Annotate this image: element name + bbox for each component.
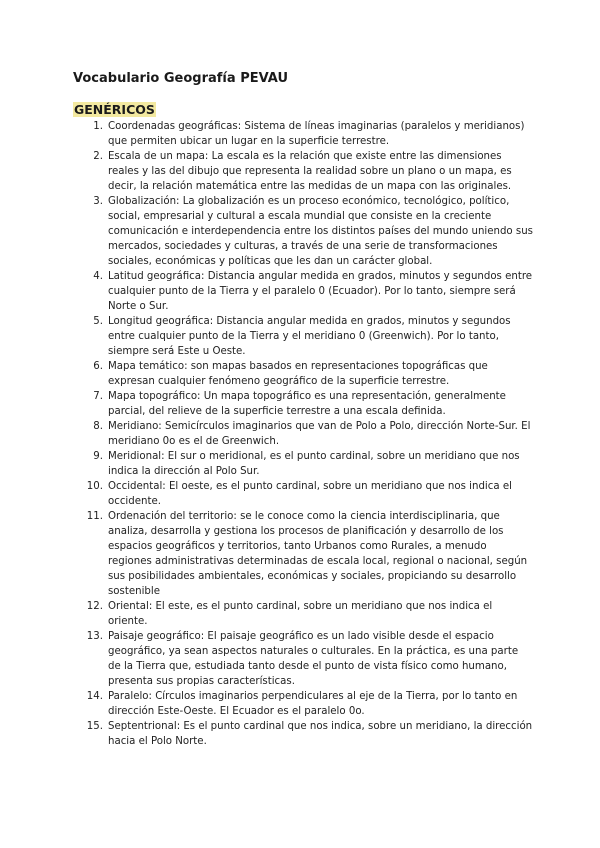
list-item	[73, 449, 533, 479]
list-item	[73, 314, 533, 359]
list-item-number: 13.	[86, 631, 103, 642]
list-item-text: Occidental: El oeste, es el punto cardinal, sobre un meridiano que nos indica el occidente.	[108, 481, 512, 507]
list-item-text: Ordenación del territorio: se le conoce como la ciencia interdisciplinaria, que analiza, desarrolla y gestiona los procesos de planificación y desarrollo de los espacios geográficos y territorios, tanto Urbanos como Rurales, a menudo regiones administrativas determinadas de escala local, regional o nacional, según sus posibilidades ambientales, económicas y sociales, propiciando su desarrollo sostenible	[108, 511, 528, 597]
list-item-text: Mapa temático: son mapas basados en representaciones topográficas que expresan cualquier fenómeno geográfico de la superficie terrestre.	[108, 361, 488, 387]
list-item-text: Mapa topográfico: Un mapa topográfico es una representación, generalmente parcial, del relieve de la superficie terrestre a una escala definida.	[108, 391, 506, 417]
list-item-text: Meridional: El sur o meridional, es el punto cardinal, sobre un meridiano que nos indica la dirección al Polo Sur.	[108, 451, 520, 477]
list-item-number: 10.	[86, 481, 103, 492]
list-item-text: Paisaje geográfico: El paisaje geográfico es un lado visible desde el espacio geográfico, ya sean aspectos naturales o culturales. En la práctica, es una parte de la Tierra que, estudiada tanto desde el punto de vista físico como humano, presenta sus propias características.	[108, 631, 519, 687]
list-item-text: Longitud geográfica: Distancia angular medida en grados, minutos y segundos entre cualquier punto de la Tierra y el meridiano 0 (Greenwich). Por lo tanto, siempre será Este u Oeste.	[108, 316, 511, 357]
list-item	[73, 194, 533, 269]
list-item-number: 4.	[93, 271, 103, 282]
document-title: Vocabulario Geografía PEVAU	[73, 71, 288, 86]
section-heading	[73, 102, 156, 117]
list-item-number: 12.	[86, 601, 103, 612]
list-item-text: Latitud geográfica: Distancia angular medida en grados, minutos y segundos entre cualquier punto de la Tierra y el paralelo 0 (Ecuador). Por lo tanto, siempre será Norte o Sur.	[108, 271, 533, 312]
list-item-number: 11.	[86, 511, 103, 522]
list-item	[73, 419, 533, 449]
list-item-text: Oriental: El este, es el punto cardinal, sobre un meridiano que nos indica el oriente.	[108, 601, 493, 627]
section-heading-text: GENÉRICOS	[74, 102, 155, 117]
list-item	[73, 629, 533, 689]
list-item	[73, 149, 533, 194]
list-item-number: 14.	[86, 691, 103, 702]
list-item	[73, 479, 533, 509]
list-item-text: Coordenadas geográficas: Sistema de líneas imaginarias (paralelos y meridianos) que permiten ubicar un lugar en la superficie terrestre.	[108, 121, 525, 147]
list-item-number: 3.	[93, 196, 103, 207]
list-item	[73, 599, 533, 629]
list-item-number: 6.	[93, 361, 103, 372]
list-item-number: 9.	[93, 451, 103, 462]
list-item	[73, 509, 533, 599]
list-item	[73, 359, 533, 389]
list-item-number: 7.	[93, 391, 103, 402]
list-item-text: Meridiano: Semicírculos imaginarios que van de Polo a Polo, dirección Norte-Sur. El meridiano 0o es el de Greenwich.	[108, 421, 531, 447]
list-item-text: Paralelo: Círculos imaginarios perpendiculares al eje de la Tierra, por lo tanto en dirección Este-Oeste. El Ecuador es el paralelo 0o.	[108, 691, 518, 717]
list-item	[73, 689, 533, 719]
list-item	[73, 719, 533, 749]
list-item-number: 2.	[93, 151, 103, 162]
list-item-text: Escala de un mapa: La escala es la relación que existe entre las dimensiones reales y las del dibujo que representa la realidad sobre un plano o un mapa, es decir, la relación matemática entre las medidas de un mapa con las originales.	[108, 151, 512, 192]
list-item	[73, 269, 533, 314]
list-item-number: 15.	[86, 721, 103, 732]
list-item-number: 1.	[93, 121, 103, 132]
glossary-list	[73, 119, 533, 749]
list-item-text: Globalización: La globalización es un proceso económico, tecnológico, político, social, empresarial y cultural a escala mundial que consiste en la creciente comunicación e interdependencia entre los distintos países del mundo uniendo sus mercados, sociedades y culturas, a través de una serie de transformaciones sociales, económicas y políticas que les dan un carácter global.	[108, 196, 533, 267]
list-item	[73, 389, 533, 419]
list-item	[73, 119, 533, 149]
list-item-number: 5.	[93, 316, 103, 327]
list-item-number: 8.	[93, 421, 103, 432]
list-item-text: Septentrional: Es el punto cardinal que nos indica, sobre un meridiano, la dirección hacia el Polo Norte.	[108, 721, 533, 747]
